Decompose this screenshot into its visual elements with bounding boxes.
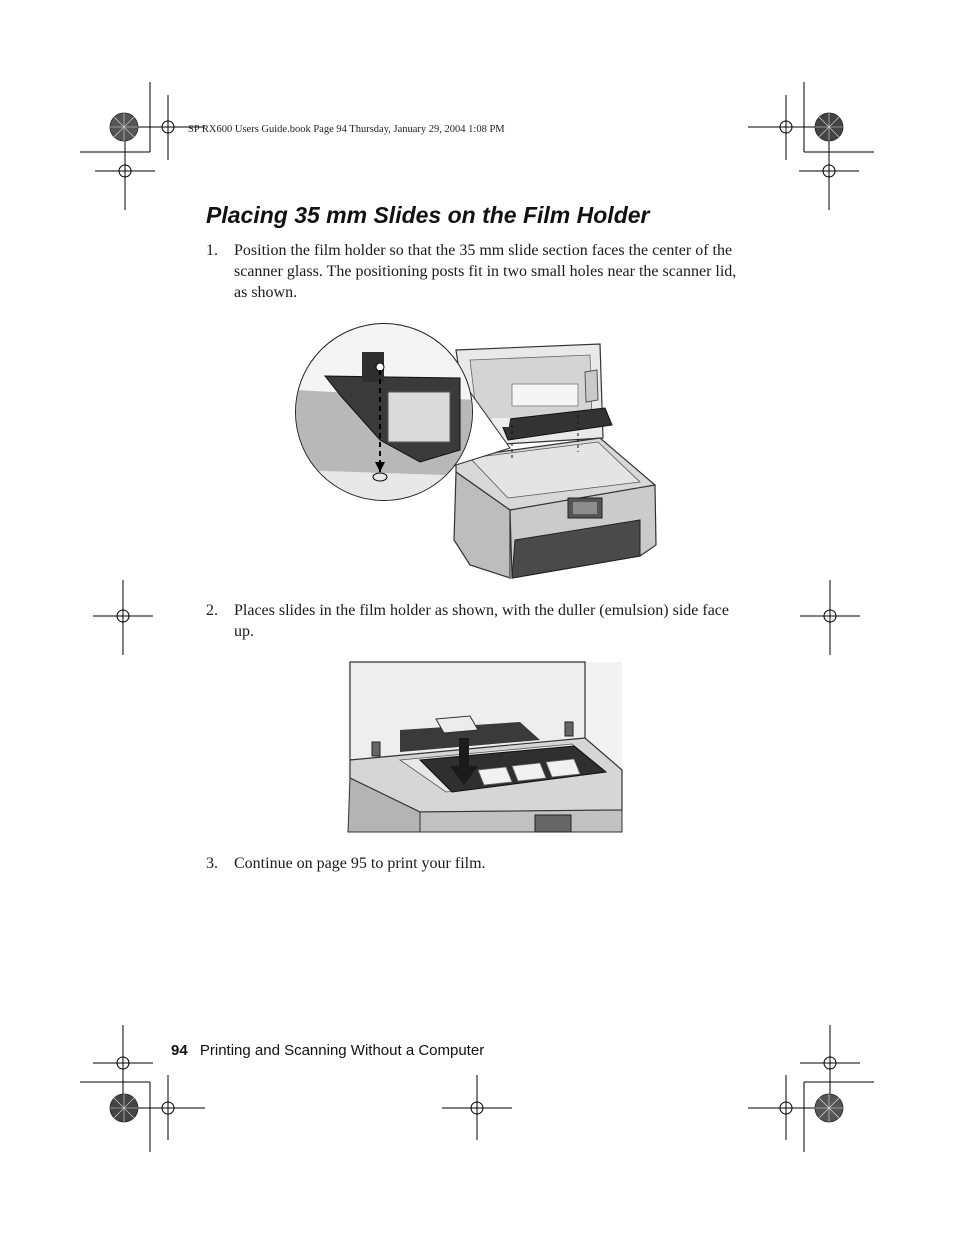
step-number: 3. — [206, 855, 218, 872]
page-number: 94 — [171, 1042, 188, 1059]
step-text: Continue on page 95 to print your film. — [234, 855, 486, 872]
step-2 — [206, 601, 751, 643]
page-footer — [171, 1042, 484, 1059]
page-title: Placing 35 mm Slides on the Film Holder — [206, 202, 650, 228]
footer-section-title: Printing and Scanning Without a Computer — [199, 1042, 485, 1059]
step-text: Position the film holder so that the 35 mm slide section faces the center of the scanner glass. The positioning posts fit in two small holes near the scanner lid, as shown. — [234, 242, 737, 301]
step-number: 1. — [206, 242, 218, 259]
step-number: 2. — [206, 602, 218, 619]
step-3 — [206, 854, 751, 875]
book-slug-line: SP RX600 Users Guide.book Page 94 Thursday, January 29, 2004 1:08 PM — [188, 124, 505, 135]
step-text: Places slides in the film holder as shown, with the duller (emulsion) side face up. — [234, 602, 729, 640]
step-1 — [206, 241, 751, 303]
